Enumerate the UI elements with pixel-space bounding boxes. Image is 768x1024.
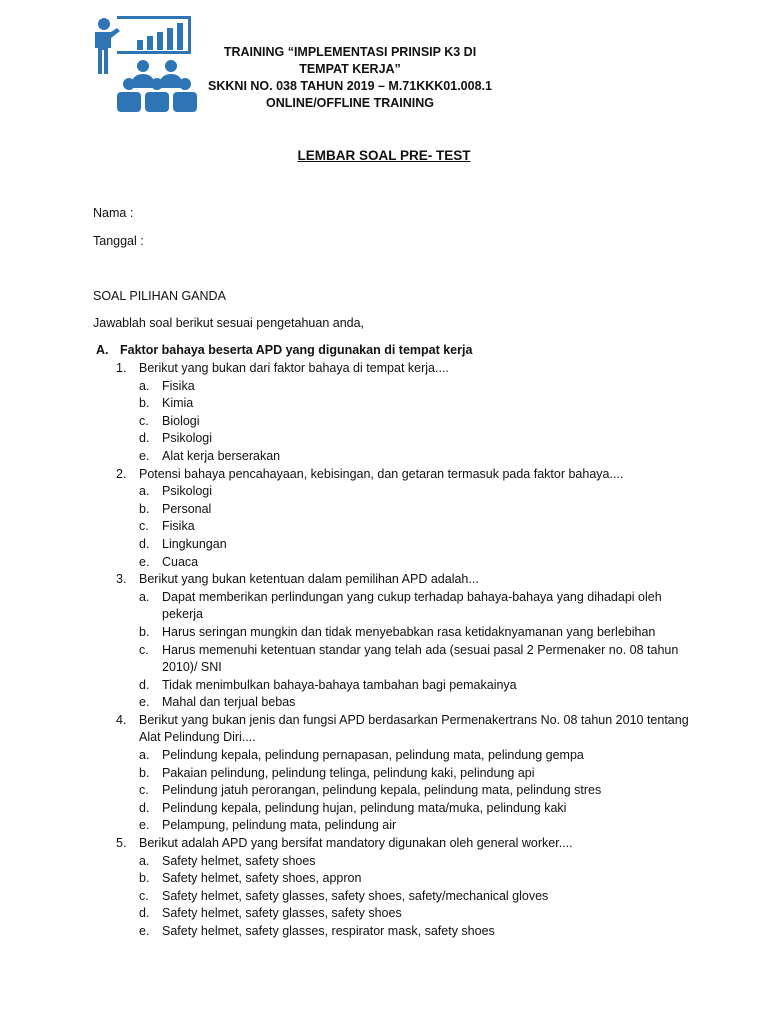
option-letter: d. <box>139 800 150 815</box>
answer-option <box>139 554 696 572</box>
option-text: Pakaian pelindung, pelindung telinga, pelindung kaki, pelindung api <box>162 765 535 780</box>
option-letter: b. <box>139 501 150 516</box>
answer-option <box>139 501 696 519</box>
answer-option <box>139 694 696 712</box>
option-letter: a. <box>139 853 150 868</box>
answer-option <box>139 677 696 695</box>
option-letter: c. <box>139 519 149 534</box>
option-list <box>139 853 696 941</box>
option-text: Biologi <box>162 413 200 428</box>
option-text: Psikologi <box>162 484 213 499</box>
question-text: Potensi bahaya pencahayaan, kebisingan, dan getaran termasuk pada faktor bahaya.... <box>139 466 624 481</box>
option-text: Psikologi <box>162 431 213 446</box>
answer-option <box>139 518 696 536</box>
option-letter: b. <box>139 396 150 411</box>
option-letter: c. <box>139 888 149 903</box>
option-text: Harus memenuhi ketentuan standar yang telah ada (sesuai pasal 2 Permenaker no. 08 tahun 2010)/ SNI <box>162 642 679 675</box>
answer-option <box>139 413 696 431</box>
nama-field: Nama : <box>93 206 134 220</box>
answer-option <box>139 853 696 871</box>
question-item <box>116 835 696 941</box>
answer-option <box>139 747 696 765</box>
answer-option <box>139 817 696 835</box>
option-letter: d. <box>139 536 150 551</box>
question-number: 5. <box>116 836 127 851</box>
answer-option <box>139 624 696 642</box>
question-text: Berikut adalah APD yang bersifat mandatory digunakan oleh general worker.... <box>139 836 573 851</box>
answer-option <box>139 430 696 448</box>
question-text: Berikut yang bukan dari faktor bahaya di tempat kerja.... <box>139 361 449 375</box>
option-text: Mahal dan terjual bebas <box>162 695 296 710</box>
header-line-2: SKKNI NO. 038 TAHUN 2019 – M.71KKK01.008.1 <box>208 79 492 93</box>
option-text: Alat kerja berserakan <box>162 448 281 463</box>
option-letter: e. <box>139 818 150 833</box>
question-item <box>116 571 696 712</box>
option-letter: b. <box>139 624 150 639</box>
section-type-label: SOAL PILIHAN GANDA <box>93 289 226 303</box>
answer-option <box>139 888 696 906</box>
question-number: 3. <box>116 572 127 587</box>
option-letter: c. <box>139 783 149 798</box>
option-text: Personal <box>162 501 212 516</box>
option-text: Safety helmet, safety glasses, safety shoes, safety/mechanical gloves <box>162 888 549 903</box>
question-number: 2. <box>116 466 127 481</box>
tanggal-field: Tanggal : <box>93 234 144 248</box>
answer-option <box>139 923 696 941</box>
answer-option <box>139 395 696 413</box>
header-line-1: TRAINING “IMPLEMENTASI PRINSIP K3 DI TEMPAT KERJA” <box>223 45 477 76</box>
page-title-wrap <box>0 148 768 163</box>
option-letter: e. <box>139 924 150 938</box>
answer-option <box>139 483 696 501</box>
option-text: Dapat memberikan perlindungan yang cukup terhadap bahaya-bahaya yang dihadapi oleh pekerja <box>162 589 662 622</box>
header-line-3: ONLINE/OFFLINE TRAINING <box>265 96 435 110</box>
option-text: Safety helmet, safety shoes, appron <box>162 871 362 886</box>
option-letter: e. <box>139 554 150 569</box>
option-letter: d. <box>139 677 150 692</box>
option-text: Safety helmet, safety glasses, safety shoes <box>162 906 402 921</box>
option-text: Harus seringan mungkin dan tidak menyebabkan rasa ketidaknyamanan yang berlebihan <box>162 624 656 639</box>
question-number: 4. <box>116 712 127 727</box>
answer-option <box>139 870 696 888</box>
instruction-text: Jawablah soal berikut sesuai pengetahuan anda, <box>93 316 365 330</box>
option-letter: a. <box>139 484 150 499</box>
section-letter: A. <box>96 343 109 357</box>
logo-graphic <box>93 16 205 114</box>
page-title: LEMBAR SOAL PRE- TEST <box>297 148 471 163</box>
answer-option <box>139 765 696 783</box>
option-text: Fisika <box>162 519 195 534</box>
option-text: Lingkungan <box>162 536 227 551</box>
option-text: Tidak menimbulkan bahaya-bahaya tambahan bagi pemakainya <box>162 677 517 692</box>
question-text: Berikut yang bukan ketentuan dalam pemilihan APD adalah... <box>139 572 479 587</box>
option-letter: b. <box>139 871 150 886</box>
option-list <box>139 747 696 835</box>
option-list <box>139 589 696 712</box>
answer-option <box>139 378 696 396</box>
option-letter: d. <box>139 906 150 921</box>
question-item <box>116 360 696 466</box>
option-text: Cuaca <box>162 554 199 569</box>
option-list <box>139 378 696 466</box>
option-text: Safety helmet, safety shoes <box>162 853 316 868</box>
option-letter: e. <box>139 448 150 463</box>
presentation-training-icon <box>93 16 205 114</box>
answer-option <box>139 800 696 818</box>
option-letter: a. <box>139 589 150 604</box>
answer-option <box>139 589 696 624</box>
option-text: Pelindung jatuh perorangan, pelindung kepala, pelindung mata, pelindung stres <box>162 783 602 798</box>
answer-option <box>139 642 696 677</box>
question-list <box>116 360 696 941</box>
section-title: Faktor bahaya beserta APD yang digunakan di tempat kerja <box>120 343 473 357</box>
option-letter: a. <box>139 748 150 763</box>
option-text: Safety helmet, safety glasses, respirator mask, safety shoes <box>162 924 495 938</box>
option-text: Fisika <box>162 378 195 393</box>
document-header <box>200 44 500 112</box>
question-number: 1. <box>116 361 127 375</box>
option-letter: d. <box>139 431 150 446</box>
question-item <box>116 466 696 572</box>
option-list <box>139 483 696 571</box>
question-text: Berikut yang bukan jenis dan fungsi APD berdasarkan Permenakertrans No. 08 tahun 2010 tentang Alat Pelindung Diri.... <box>139 712 689 745</box>
option-letter: a. <box>139 378 150 393</box>
answer-option <box>139 905 696 923</box>
answer-option <box>139 782 696 800</box>
option-text: Pelampung, pelindung mata, pelindung air <box>162 818 397 833</box>
option-text: Kimia <box>162 396 194 411</box>
option-text: Pelindung kepala, pelindung hujan, pelindung mata/muka, pelindung kaki <box>162 800 567 815</box>
option-letter: c. <box>139 642 149 657</box>
option-letter: c. <box>139 413 149 428</box>
answer-option <box>139 448 696 466</box>
option-letter: b. <box>139 765 150 780</box>
option-letter: e. <box>139 695 150 710</box>
option-text: Pelindung kepala, pelindung pernapasan, pelindung mata, pelindung gempa <box>162 748 584 763</box>
question-item <box>116 712 696 835</box>
answer-option <box>139 536 696 554</box>
section-heading <box>96 343 472 357</box>
